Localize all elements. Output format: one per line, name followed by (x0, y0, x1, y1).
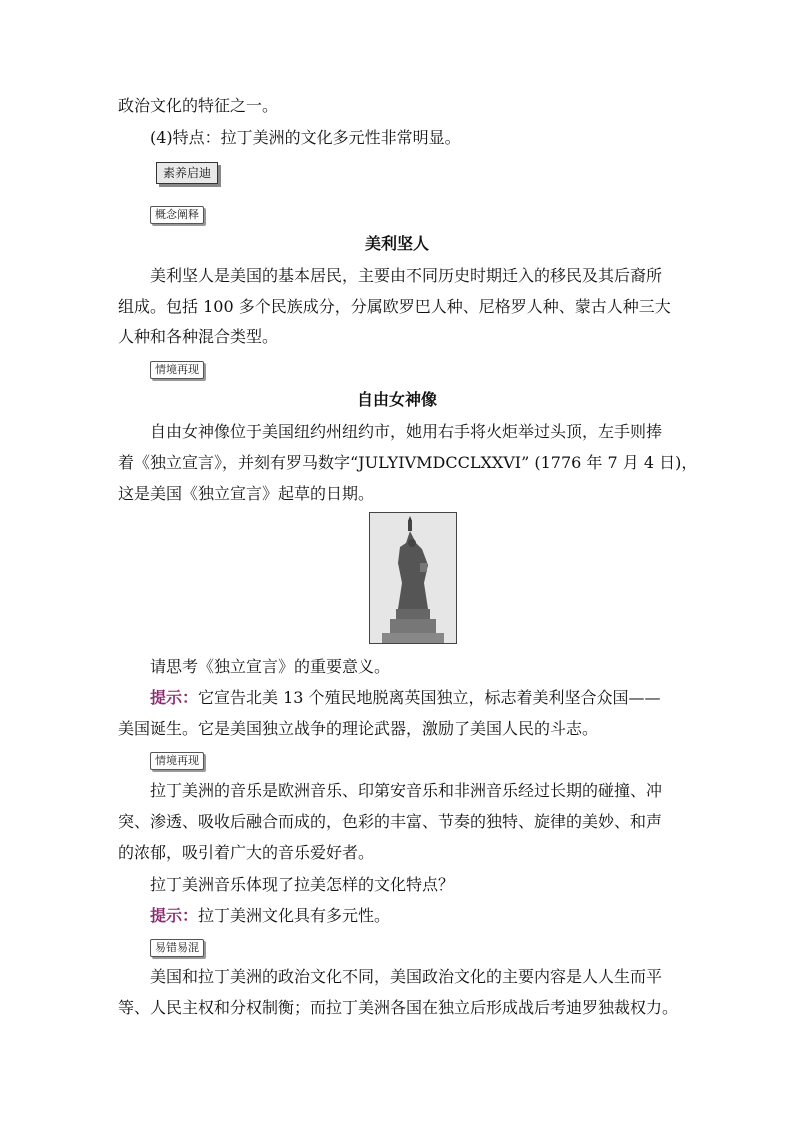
text-line: 美国和拉丁美洲的政治文化不同，美国政治文化的主要内容是人人生而平 (150, 967, 663, 986)
tip-text: 它宣告北美 13 个殖民地脱离英国独立，标志着美利坚合众国—— (198, 688, 661, 707)
confuse-tag: 易错易混 (150, 939, 204, 957)
text-line: 突、渗透、吸收后融合而成的，色彩的丰富、节奏的独特、旋律的美妙、和声 (118, 812, 663, 831)
tip-text: 拉丁美洲文化具有多元性。 (198, 906, 391, 925)
text-line (150, 688, 661, 708)
section-title: 自由女神像 (356, 390, 437, 409)
text-line: 请思考《独立宣言》的重要意义。 (150, 657, 391, 676)
text-line: 的浓郁，吸引着广大的音乐爱好者。 (118, 843, 375, 862)
text-line: 拉丁美洲的音乐是欧洲音乐、印第安音乐和非洲音乐经过长期的碰撞、冲 (150, 781, 663, 800)
text-line: 自由女神像位于美国纽约州纽约市，她用右手将火炬举过头顶，左手则捧 (150, 422, 663, 441)
text-line: (4)特点：拉丁美洲的文化多元性非常明显。 (150, 128, 461, 147)
text-line: 美国诞生。它是美国独立战争的理论武器，激励了美国人民的斗志。 (118, 719, 599, 738)
tip-label: 提示： (150, 906, 199, 925)
statue-of-liberty-photo (369, 512, 457, 644)
text-line: 这是美国《独立宣言》起草的日期。 (118, 484, 375, 503)
text-line: 等、人民主权和分权制衡；而拉丁美洲各国在独立后形成战后考迪罗独裁权力。 (118, 998, 679, 1017)
concept-tag: 概念阐释 (150, 206, 204, 224)
tip-label: 提示： (150, 688, 199, 707)
section-title: 美利坚人 (364, 234, 429, 253)
text-line: 人种和各种混合类型。 (118, 327, 279, 346)
scene-tag: 情境再现 (150, 752, 204, 770)
text-line: 着《独立宣言》，并刻有罗马数字“JULYIVMDCCLXXVI” (1776 年 7 月 4 日)， (118, 453, 698, 472)
section-badge: 素养启迪 (156, 162, 218, 184)
text-line: 美利坚人是美国的基本居民，主要由不同历史时期迁入的移民及其后裔所 (150, 266, 663, 285)
text-line: 拉丁美洲音乐体现了拉美怎样的文化特点？ (150, 875, 455, 894)
text-line (150, 906, 390, 926)
text-line: 政治文化的特征之一。 (118, 96, 279, 115)
scene-tag: 情境再现 (150, 361, 204, 379)
text-line: 组成。包括 100 多个民族成分，分属欧罗巴人种、尼格罗人种、蒙古人种三大 (118, 297, 671, 316)
